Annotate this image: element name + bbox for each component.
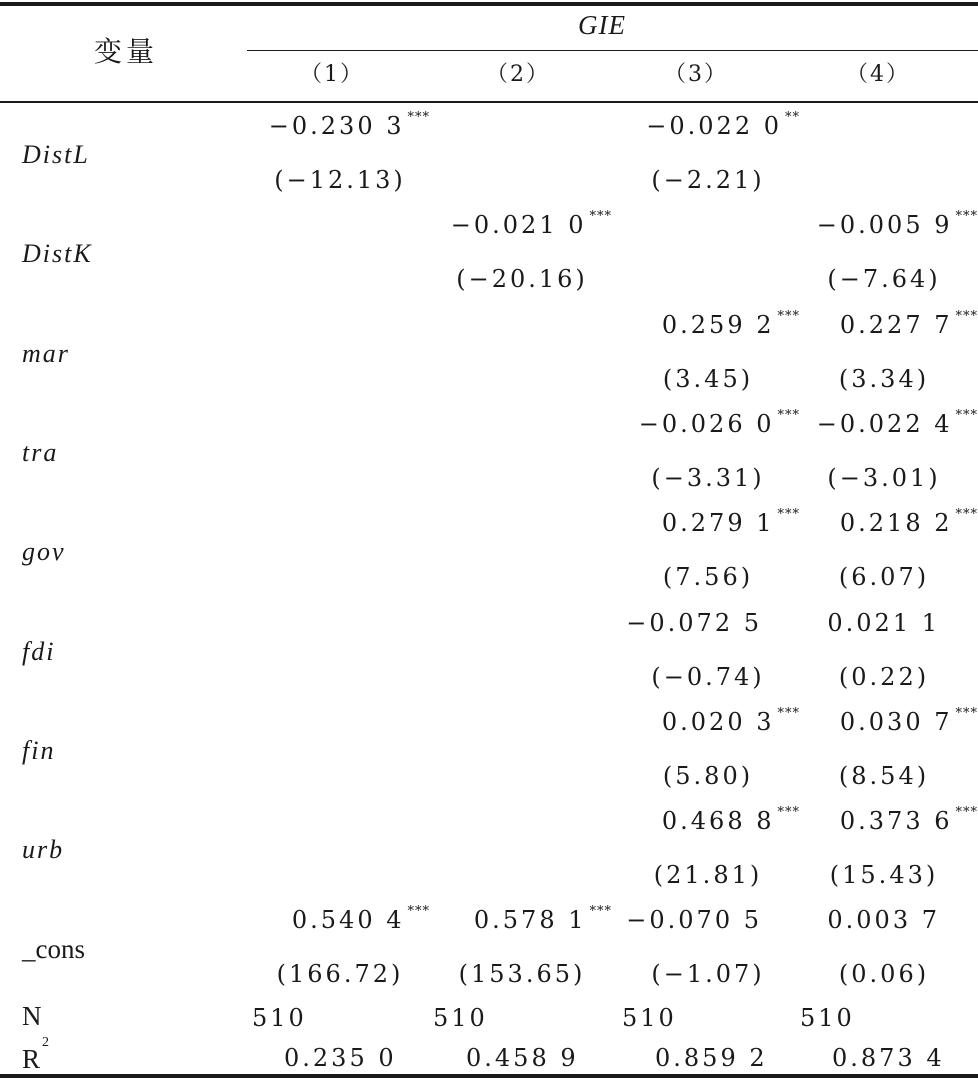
column-header-3: （3） [664,62,728,87]
t-statistic-cell: (0.22) [838,662,930,691]
coefficient-cell [661,507,800,538]
coefficient-value: 0.218 2 [839,509,953,538]
t-statistic-cell: (5.80) [662,761,754,790]
t-statistic-cell: (3.34) [838,364,930,393]
coefficient-value: 0.540 4 [291,906,405,935]
significance-stars: *** [955,805,978,821]
coefficient-cell [626,906,762,935]
r2-value-1: 0.235 0 [284,1044,397,1072]
significance-stars: *** [955,407,978,423]
coefficient-cell [661,805,800,836]
coefficient-cell [661,308,800,339]
t-statistic-cell: (−12.13) [274,166,406,194]
coefficient-cell [827,906,940,935]
t-statistic-cell: (8.54) [838,761,930,790]
significance-stars: *** [777,805,800,821]
coefficient-value: −0.230 3 [268,112,405,140]
n-label: N [22,1001,42,1031]
coefficient-value: −0.022 0 [646,112,782,140]
significance-stars: *** [777,507,800,523]
coefficient-cell [638,407,800,438]
t-statistic-cell: (21.81) [653,861,763,890]
t-statistic-cell: (−3.01) [827,463,941,492]
t-statistic-cell: (166.72) [276,960,404,989]
coefficient-value: 0.578 1 [473,906,587,935]
significance-stars: *** [955,209,978,225]
t-statistic-cell: (7.56) [662,563,754,592]
coefficient-cell [268,110,430,140]
n-value-1: 510 [252,1004,307,1032]
variable-name: urb [22,835,65,865]
coefficient-cell [626,608,762,637]
significance-stars: *** [589,904,612,920]
t-statistic-cell: (−7.64) [827,265,941,294]
coefficient-value: −0.022 4 [816,409,953,438]
coefficient-value: 0.279 1 [661,509,775,538]
r2-value-3: 0.859 2 [655,1044,768,1072]
coefficient-value: 0.030 7 [839,707,953,736]
n-value-4: 510 [800,1004,855,1032]
t-statistic-cell: (15.43) [829,861,939,890]
coefficient-cell [827,608,940,637]
coefficient-value: 0.259 2 [661,310,775,339]
coefficient-cell [839,507,978,538]
coefficient-value: −0.072 5 [626,608,762,637]
variable-name: mar [22,338,70,368]
significance-stars: ** [785,110,800,125]
coefficient-value: −0.005 9 [816,211,953,240]
coefficient-cell [839,705,978,736]
column-header-1: （1） [300,62,364,87]
coefficient-cell [646,110,800,140]
dependent-variable-header: GIE [578,10,626,40]
bottom-rule [0,1074,978,1078]
r2-label-base: R [22,1044,41,1074]
variable-name: tra [22,437,59,467]
coefficient-value: −0.026 0 [638,409,775,438]
significance-stars: *** [407,110,430,125]
t-statistic-cell: (6.07) [838,563,930,592]
coefficient-cell [839,308,978,339]
t-statistic-cell: (−20.16) [456,265,588,294]
coefficient-cell [816,407,978,438]
coefficient-cell [291,904,430,935]
significance-stars: *** [777,308,800,324]
significance-stars: *** [777,407,800,423]
variable-name: fdi [22,636,56,666]
t-statistic-cell: (−3.31) [651,463,765,492]
t-statistic-cell: (−0.74) [651,662,765,691]
coefficient-value: 0.468 8 [661,807,775,836]
t-statistic-cell: (−1.07) [651,960,765,989]
variable-header: 变量 [94,35,159,68]
coefficient-value: 0.021 1 [827,608,940,637]
variable-name: fin [22,735,56,765]
column-header-2: （2） [486,62,550,87]
significance-stars: *** [955,507,978,523]
coefficient-cell [839,805,978,836]
coefficient-value: 0.373 6 [839,807,953,836]
significance-stars: *** [955,308,978,324]
r2-label-sup: 2 [42,1035,50,1050]
variable-name: gov [22,537,66,567]
r2-value-4: 0.873 4 [832,1044,945,1072]
coefficient-cell [473,904,612,935]
coefficient-value: 0.003 7 [827,906,940,935]
column-header-4: （4） [846,62,910,87]
t-statistic-cell: (3.45) [662,364,754,393]
variable-name: DistL [22,140,90,169]
coefficient-value: 0.020 3 [661,707,775,736]
coefficient-value: −0.021 0 [450,211,587,240]
variable-name: DistK [22,239,93,269]
coefficient-value: −0.070 5 [626,906,762,935]
coefficient-cell [816,209,978,240]
group-rule [247,50,978,51]
significance-stars: *** [777,705,800,721]
significance-stars: *** [955,705,978,721]
r2-label [22,1035,50,1074]
t-statistic-cell: (153.65) [458,960,586,989]
top-rule [0,2,978,6]
coefficient-value: 0.227 7 [839,310,953,339]
n-value-3: 510 [622,1004,677,1032]
significance-stars: *** [407,904,430,920]
coefficient-cell [450,209,612,240]
coefficient-cell [661,705,800,736]
n-value-2: 510 [433,1004,488,1032]
r2-value-2: 0.458 9 [466,1044,579,1072]
significance-stars: *** [589,209,612,225]
header-rule [0,101,978,103]
t-statistic-cell: (0.06) [838,960,930,989]
variable-name: _cons [22,934,85,965]
t-statistic-cell: (−2.21) [651,166,765,194]
